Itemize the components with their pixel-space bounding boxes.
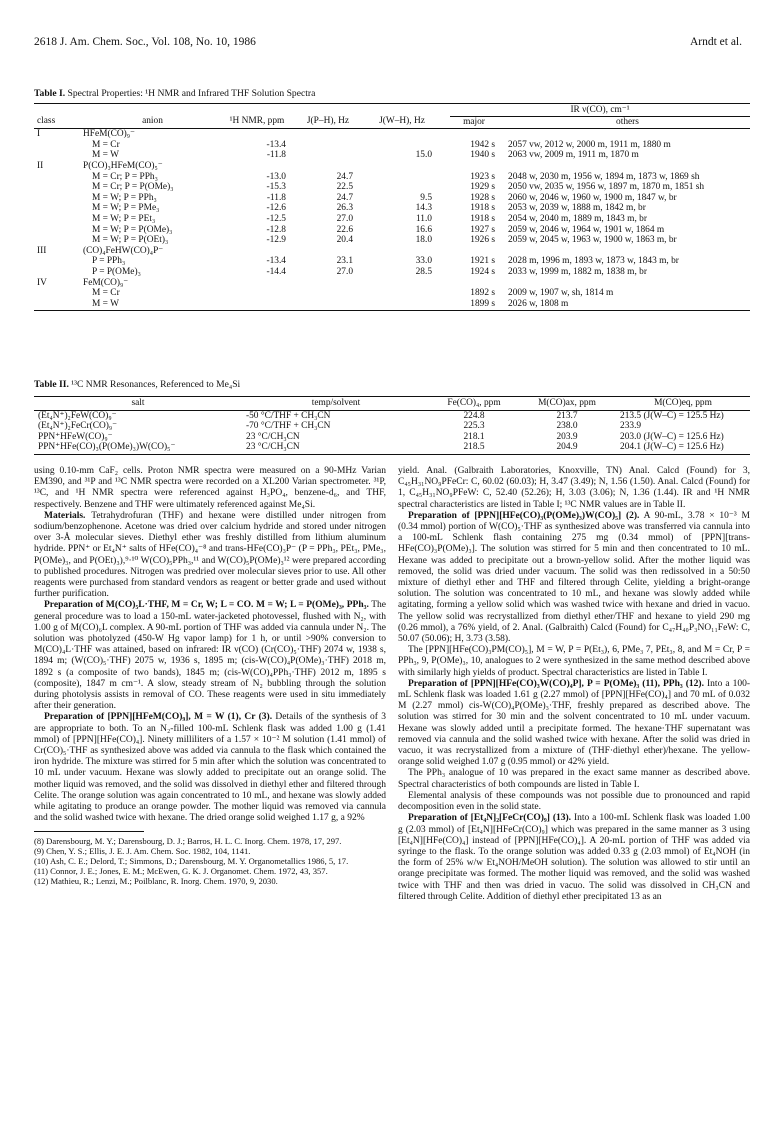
table-row xyxy=(34,161,750,172)
table-cell: 22.5 xyxy=(336,182,353,193)
table-cell: 1940 s xyxy=(470,150,495,161)
table-cell: 218.5 xyxy=(430,442,518,454)
table-cell: HFeM(CO)₉⁻ xyxy=(83,129,135,140)
paragraph: Materials. Tetrahydrofuran (THF) and hexane were distilled under nitrogen from sodium/benzophenone. Acetone was dried over calcium hydride and stored under nitrogen over 3-Å molecular sieves. Diethyl ether was freshly distilled from lithium aluminum hydride. PPN⁺ or Et₄N⁺ salts of HFe(CO)₄⁻⁸ and trans-HFe(CO)₃P⁻ (P = PPh₃, PEt₃, PMe₃, P(OMe)₃, and P(OEt)₃),⁹·¹⁰ W(CO)₅PPh₃,¹¹ and W(CO)₅P(OMe)₃¹² were prepared according to published procedures. Nitrogen was predried over molecular sieves prior to use. All other reagents were purchased from standard vendors as reagent or better grade and used without further purification. xyxy=(34,510,386,600)
table-cell xyxy=(225,129,300,140)
table-cell xyxy=(450,278,505,289)
table1-col-header: J(W–H), Hz xyxy=(369,116,450,129)
paragraph: Preparation of [PPN][HFe(CO)₃W(CO)₄P], P = P(OMe)₃ (11), PPh₃ (12). Into a 100-mL Schlenk flask was loaded 1.61 g (2.27 mmol) of [PPN][HFe(CO)₄] and 70 mL of 0.032 M (2.27 mmol) cis-W(CO)₄P(OMe)₃·THF, freshly prepared as described above. The solution was stirred for 30 min and the solvent concentrated to 10 mL under vacuum. Hexane was slowly added until a precipitate formed. The hexane·THF supernatant was removed via cannula and the solid washed twice with hexane. After the solid was dried in vacuo, it was recrystallized from a mixture of (THF·diethyl ether)/hexane. The yellow-orange solid weighed 1.07 g (0.95 mmol) or 42% yield. xyxy=(398,678,751,768)
table-cell xyxy=(225,161,300,172)
table-row xyxy=(34,203,750,214)
table-cell: -11.8 xyxy=(266,192,286,203)
table-cell xyxy=(505,246,750,257)
table-cell: 24.7 xyxy=(336,171,353,182)
paragraph: Elemental analysis of these compounds was not possible due to pronounced and rapid decomposition even in the solid state. xyxy=(398,790,750,813)
table-cell: 33.0 xyxy=(415,256,432,267)
table-cell: PPN⁺HFe(CO)₃(P(OMe)₃)W(CO)₅⁻ xyxy=(34,442,242,454)
section-heading: Preparation of [PPN][HFe(CO)₃W(CO)₄P], P = P(OMe)₃ (11), PPh₃ (12). xyxy=(408,678,704,689)
table-cell: 204.1 (J(W–C) = 125.6 Hz) xyxy=(616,442,750,454)
table-cell: 1929 s xyxy=(470,182,495,193)
table-row xyxy=(34,267,750,278)
table1-col-header: ¹H NMR, ppm xyxy=(225,116,300,129)
table1-col-header: major xyxy=(450,116,505,129)
table-cell xyxy=(369,246,450,257)
paragraph: using 0.10-mm CaF₂ cells. Proton NMR spectra were measured on a 90-MHz Varian EM390, and ³¹P and ¹³C NMR spectra were recorded on a XL200 Varian spectrometer. ³¹P, ¹³C, and ¹H NMR spectra were referenced against H₃PO₄, benzene-d₆, and THF, respectively. Benzene and THF were ultimately referenced against Me₄Si. xyxy=(34,466,386,510)
table-cell: -12.6 xyxy=(266,203,286,214)
table-row xyxy=(34,193,750,204)
table-cell: M = W xyxy=(92,150,119,161)
table-cell: 1892 s xyxy=(470,288,495,299)
table-cell: 2054 w, 2040 m, 1889 m, 1843 m, br xyxy=(508,213,647,224)
table-row xyxy=(34,432,750,443)
table-cell: 2060 w, 2046 w, 1960 w, 1900 m, 1847 w, br xyxy=(508,192,677,203)
paragraph: The PPh₃ analogue of 10 was prepared in the exact same manner as described above. Spectral characteristics of both compounds are listed in Table I. xyxy=(398,768,750,790)
table2-col-header: M(CO)ax, ppm xyxy=(518,397,616,411)
table-cell: I xyxy=(37,129,41,140)
table-cell: 203.0 (J(W–C) = 125.6 Hz) xyxy=(620,431,724,442)
table-cell: 2050 vw, 2035 w, 1956 w, 1897 m, 1870 m, 1851 sh xyxy=(508,182,705,193)
table-cell xyxy=(34,235,80,246)
table-cell: 22.6 xyxy=(336,224,353,235)
table-cell xyxy=(369,140,450,151)
footnote: (8) Darensbourg, M. Y.; Darensbourg, D. J.; Barros, H. L. C. Inorg. Chem. 1978, 17, 297. xyxy=(34,835,342,846)
table-cell: 233.9 xyxy=(620,421,642,432)
footnote: (9) Chen, Y. S.; Ellis, J. E. J. Am. Chem. Soc. 1982, 104, 1141. xyxy=(34,845,251,856)
table-cell: M = W; P = P(OMe)₃ xyxy=(92,224,173,235)
table2-caption xyxy=(34,379,240,390)
table1-caption xyxy=(34,88,315,99)
table-row xyxy=(34,172,750,183)
paragraph: yield. Anal. (Galbraith Laboratories, Knoxville, TN) Anal. Calcd (Found) for 3, C₄₅H₃₁NO₉PFeCr: C, 60.02 (60.03); H, 3.47 (3.49); N, 1.56 (1.50). Anal. Calcd (Found) for 1, C₄₅H₃₁NO₉PFeW: C, 52.40 (52.26); H, 3.03 (3.06); N, 1.36 (1.44). IR and ¹H NMR spectral characteristics are listed in Table I; ¹³C NMR values are in Table II. xyxy=(398,466,750,510)
table-cell: M = Cr xyxy=(92,139,120,150)
table-cell: 27.0 xyxy=(336,266,353,277)
table-cell xyxy=(300,299,369,311)
table-cell xyxy=(369,161,450,172)
table-cell: -70 °C/THF + CH₃CN xyxy=(246,421,331,432)
table-cell: III xyxy=(37,245,47,256)
table-cell xyxy=(34,140,80,151)
footnote: (12) Mathieu, R.; Lenzi, M.; Poilblanc, R. Inorg. Chem. 1970, 9, 2030. xyxy=(34,875,278,886)
journal-page xyxy=(34,0,750,1128)
page-journal-citation: 2618 J. Am. Chem. Soc., Vol. 108, No. 10, 1986 xyxy=(34,36,256,48)
table-row xyxy=(34,235,750,246)
table-cell: (CO)₄FeHW(CO)₄P⁻ xyxy=(83,245,164,256)
table-row xyxy=(34,140,750,151)
table-cell xyxy=(225,288,300,299)
table-cell: 23 °C/CH₃CN xyxy=(246,431,300,442)
table-cell: 1942 s xyxy=(470,139,495,150)
table-cell: 1899 s xyxy=(450,299,505,311)
table-cell: 18.0 xyxy=(415,235,432,246)
table-cell: 203.9 xyxy=(556,431,578,442)
table-cell: -12.9 xyxy=(266,235,286,246)
table-cell: IV xyxy=(37,277,47,288)
table-cell xyxy=(225,299,300,311)
table-row xyxy=(34,182,750,193)
table-cell xyxy=(505,278,750,289)
table-cell xyxy=(300,140,369,151)
table1-ir-header: IR ν(CO), cm⁻¹ xyxy=(450,104,750,117)
table-cell: 23 °C/CH₃CN xyxy=(242,442,430,454)
table-cell: M = W; P = PPh₃ xyxy=(92,192,157,203)
table-cell xyxy=(34,203,80,214)
table-cell: 2059 w, 2045 w, 1963 w, 1900 w, 1863 m, br xyxy=(508,235,677,246)
table-cell: P = PPh₃ xyxy=(92,256,126,267)
table-cell xyxy=(369,129,450,140)
table-cell xyxy=(369,278,450,289)
table-cell xyxy=(300,161,369,172)
table-row xyxy=(34,299,750,311)
table-cell: 28.5 xyxy=(415,266,432,277)
table2-label: Table II. xyxy=(34,379,69,390)
table-cell: 11.0 xyxy=(415,213,432,224)
table2-title: ¹³C NMR Resonances, Referenced to Me₄Si xyxy=(71,379,241,390)
table1-col-header: anion xyxy=(80,116,225,129)
table-cell: 2057 vw, 2012 w, 2000 m, 1911 m, 1880 m xyxy=(508,139,671,150)
table-cell: II xyxy=(37,160,44,171)
table-cell: PPN⁺HFeW(CO)₉⁻ xyxy=(38,431,113,442)
table-row xyxy=(34,256,750,267)
table-row xyxy=(34,129,750,140)
table-row xyxy=(34,421,750,432)
table-row xyxy=(34,288,750,299)
table-cell xyxy=(34,150,80,161)
table-cell: 1918 s xyxy=(470,213,495,224)
table1-col-header: class xyxy=(34,116,80,129)
table-cell: 218.1 xyxy=(463,431,485,442)
table-cell: 2033 w, 1999 m, 1882 m, 1838 m, br xyxy=(508,266,647,277)
table-cell: 26.3 xyxy=(336,203,353,214)
table-cell: 213.7 xyxy=(556,410,578,421)
table-cell xyxy=(34,288,80,299)
table-cell: (Et₄N⁺)₂FeCr(CO)₉⁻ xyxy=(38,421,118,432)
table-row xyxy=(34,246,750,257)
table-cell xyxy=(300,129,369,140)
section-heading: Preparation of [Et₄N]₂[FeCr(CO)₉] (13). xyxy=(408,813,572,824)
table1-title: Spectral Properties: ¹H NMR and Infrared THF Solution Spectra xyxy=(67,88,316,99)
table-cell: 2063 vw, 2009 m, 1911 m, 1870 m xyxy=(508,150,639,161)
table2 xyxy=(34,396,750,455)
table-cell xyxy=(34,214,80,225)
table-cell xyxy=(225,278,300,289)
table-cell xyxy=(34,267,80,278)
table-cell xyxy=(34,256,80,267)
table-cell: -12.5 xyxy=(266,213,286,224)
table-cell: 1926 s xyxy=(470,235,495,246)
table-row xyxy=(34,225,750,236)
table-cell: 2053 w, 2039 w, 1888 m, 1842 m, br xyxy=(508,203,646,214)
table-cell: -11.8 xyxy=(266,150,286,161)
table-cell: P(CO)₃HFeM(CO)₅⁻ xyxy=(83,160,163,171)
paragraph: Preparation of M(CO)₅L·THF, M = Cr, W; L = CO. M = W; L = P(OMe)₃, PPh₃. The general procedure was to load a 150-mL water-jacketed photovessel, flushed with N₂, with 1.00 g of M(CO)₆L complex. A 90-mL portion of THF was added via cannula under N₂. The solution was photolyzed (450-W Hg vapor lamp) for 1 h, or until >90% conversion to M(CO)₄L·THF was attained, based on infrared: IR ν(CO) (Cr(CO)₅·THF) 2074 w, 1938 s, 1894 m; (W(CO)₅·THF) 2075 w, 1936 s, 1895 m; (cis-W(CO)₄P(OMe)₃·THF) 2018 m, 1892 s (a composite of two bands), 1845 m; (cis-W(CO)₄PPh₃·THF) 2012 m, 1895 s (composite), 1847 m cm⁻¹. A slow, steady stream of N₂ bubbling through the solution during photolysis assists in removal of CO. These reagents were used in situ immediately after their generation. xyxy=(34,600,386,712)
table-row xyxy=(34,278,750,289)
table-row xyxy=(34,442,750,454)
table-cell: M = Cr xyxy=(92,288,120,299)
footnote: (11) Connor, J. E.; Jones, E. M.; McEwen, G. K. J. Organomet. Chem. 1972, 43, 357. xyxy=(34,865,328,876)
table-cell: 15.0 xyxy=(415,150,432,161)
table-cell xyxy=(369,182,450,193)
table-cell: 1927 s xyxy=(470,224,495,235)
table-cell: 2028 m, 1996 m, 1893 w, 1873 w, 1843 m, br xyxy=(508,256,679,267)
table-cell: (Et₄N⁺)₂FeW(CO)₉⁻ xyxy=(38,410,117,421)
table-cell: 213.5 (J(W–C) = 125.5 Hz) xyxy=(620,410,724,421)
paragraph: Preparation of [Et₄N]₂[FeCr(CO)₉] (13). Into a 100-mL Schlenk flask was loaded 1.00 g (2.03 mmol) of [Et₄N][HFeCr(CO)₉] which was prepared in the same manner as 3 using [Et₄N][HFe(CO)₄] instead of [PPN][HFe(CO)₄]. A 20-mL portion of THF was added via syringe to the flask. To the orange solution was added 0.33 g (2.03 mmol) of Et₄NOH (in the form of 25% w/w Et₄NOH/MeOH solution). The solution was allowed to stir until an orange precipitate was formed. The mother liquid was removed, and the solid was washed twice with THF and then was dried in vacuo. The solid was dissolved in CH₃CN and filtered through Celite. Addition of diethyl ether precipitated 13 as an xyxy=(398,813,750,902)
footnotes xyxy=(34,836,386,886)
section-heading: Preparation of [PPN][HFeM(CO)₉], M = W (1), Cr (3). xyxy=(44,712,273,723)
left-text-column xyxy=(34,466,386,886)
table-row xyxy=(34,150,750,161)
table-cell: 1918 s xyxy=(470,203,495,214)
section-heading: Preparation of [PPN][HFe(CO)₃(P(OMe)₃)W(CO)₅] (2). xyxy=(408,510,640,521)
table-cell xyxy=(505,161,750,172)
table-cell xyxy=(34,182,80,193)
paragraph: The [PPN][HFe(CO)₃PM(CO)₅], M = W, P = P(Et₃), 6, PMe₃ 7, PEt₃, 8, and M = Cr, P = PPh₃, 9, P(OMe)₃, 10, analogues to 2 were synthesized in the same method described above with similarly high yields of product. Spectral characteristics are listed in Table I. xyxy=(398,645,750,678)
table-row xyxy=(34,214,750,225)
table-cell xyxy=(369,288,450,299)
table-cell xyxy=(450,129,505,140)
table-cell: M = W; P = P(OEt)₃ xyxy=(92,235,169,246)
table-cell: -15.3 xyxy=(266,182,286,193)
table2-col-header: Fe(CO)₄, ppm xyxy=(430,397,518,411)
table2-col-header: M(CO)eq, ppm xyxy=(616,397,750,411)
paragraph: Preparation of [PPN][HFe(CO)₃(P(OMe)₃)W(CO)₅] (2). A 90-mL, 3.78 × 10⁻³ M (0.34 mmol) portion of W(CO)₅·THF as synthesized above was transferred via cannula into a 100-mL Schlenk flash containing 275 mg (0.34 mmol) of [PPN][trans-HFe(CO)₃P(OMe)₃]. The solution was stirred for 5 min and then concentrated to 10 mL. Hexane was added to precipitate out a brown-yellow solid. After the mother liquid was removed, the solid was dried under vacuum. The solid was then redissolved in a 50:50 mixture of diethyl ether and THF and filtered through Celite, yielding a bright-orange solution. The solution was concentrated to 10 mL, and hexane was slowly added while agitating, forming a yellow solid which was washed twice with hexane and dried in vacuo. The yellow solid was recrystallized from diethyl ether/THF and hexane to yield 290 mg (0.26 mmol), a 76% yield, of 2. Anal. (Galbraith) Calcd (Found) for C₄₇H₄₀P₃NO₁₁FeW: C, 50.07 (50.06); H, 3.73 (3.58). xyxy=(398,510,750,645)
table-cell: 2048 w, 2030 m, 1956 w, 1894 m, 1873 w, 1869 sh xyxy=(508,171,700,182)
table-cell: 238.0 xyxy=(556,421,578,432)
table-cell: 16.6 xyxy=(415,224,432,235)
table-cell: -14.4 xyxy=(266,266,286,277)
table-cell: M = Cr; P = PPh₃ xyxy=(92,171,158,182)
table-cell xyxy=(300,288,369,299)
table-cell xyxy=(505,129,750,140)
table-cell xyxy=(450,161,505,172)
table-cell: 14.3 xyxy=(415,203,432,214)
table-cell: 9.5 xyxy=(420,192,432,203)
table2-col-header: salt xyxy=(34,397,242,411)
table-cell xyxy=(369,172,450,183)
section-heading: Materials. xyxy=(44,510,86,521)
table-cell xyxy=(450,246,505,257)
table-cell: 1924 s xyxy=(470,266,495,277)
table-cell: 1928 s xyxy=(470,192,495,203)
footnote: (10) Ash, C. E.; Delord, T.; Simmons, D.; Darensbourg, M. Y. Organometallics 1986, 5, 17. xyxy=(34,855,349,866)
table-cell: P = P(OMe)₃ xyxy=(92,266,141,277)
table-cell: 1923 s xyxy=(470,171,495,182)
table-cell xyxy=(34,225,80,236)
table-cell: M = W; P = PMe₃ xyxy=(92,203,160,214)
table-cell: 204.9 xyxy=(518,442,616,454)
table-cell: 224.8 xyxy=(463,410,485,421)
table-cell xyxy=(300,278,369,289)
table-cell: -13.4 xyxy=(266,256,286,267)
running-header xyxy=(34,36,750,52)
table-cell xyxy=(369,299,450,311)
table-cell: 2009 w, 1907 w, sh, 1814 m xyxy=(508,288,614,299)
table-cell: 27.0 xyxy=(336,213,353,224)
table-cell xyxy=(34,172,80,183)
footnote-rule xyxy=(34,831,144,832)
table-cell: 23.1 xyxy=(336,256,353,267)
table-cell xyxy=(225,246,300,257)
table-cell xyxy=(300,150,369,161)
table-row xyxy=(34,410,750,421)
section-heading: Preparation of M(CO)₅L·THF, M = Cr, W; L = CO. M = W; L = P(OMe)₃, PPh₃. xyxy=(44,600,369,611)
table-cell: -50 °C/THF + CH₃CN xyxy=(246,410,331,421)
table-cell: FeM(CO)₉⁻ xyxy=(83,277,129,288)
table1-col-header: J(P–H), Hz xyxy=(300,116,369,129)
table-cell xyxy=(300,246,369,257)
paragraph: Preparation of [PPN][HFeM(CO)₉], M = W (1), Cr (3). Details of the synthesis of 3 are appropriate to both. To an N₂-filled 100-mL Schlenk flask was added 1.00 g (1.41 mmol) of [PPN][HFe(CO)₄]. Ninety milliliters of a 1.57 × 10⁻² M solution (1.41 mmol) of Cr(CO)₅·THF as synthesized above was added via cannula to the flask which contained the iron hydride. The mixture was stirred for 5 min after which the solution was concentrated to 10 mL under vacuum. Hexane was slowly added to precipitate out an orange solid. The mother liquid was removed, and the solid was dissolved in diethyl ether and filtered through Celite. The orange solution was again concentrated to 10 mL, and hexane was slowly added while agitating to produce an orange powder. The mother liquid was removed via cannula and the solid washed twice with hexane. The dried orange solid weighed 1.17 g, a 92% xyxy=(34,712,386,824)
table1-label: Table I. xyxy=(34,88,66,99)
table-cell: M = W xyxy=(80,299,225,311)
table-cell: -13.4 xyxy=(266,139,286,150)
table-cell: -13.0 xyxy=(266,171,286,182)
table-cell: 2026 w, 1808 m xyxy=(505,299,750,311)
table-cell: 1921 s xyxy=(470,256,495,267)
table-cell: 225.3 xyxy=(463,421,485,432)
table2-col-header: temp/solvent xyxy=(242,397,430,411)
table-cell xyxy=(34,299,80,311)
table-cell: 24.7 xyxy=(336,192,353,203)
table2-body xyxy=(34,410,750,454)
table-cell: 20.4 xyxy=(336,235,353,246)
table-cell: -12.8 xyxy=(266,224,286,235)
table-cell: 2059 w, 2046 w, 1964 w, 1901 w, 1864 m xyxy=(508,224,665,235)
table1 xyxy=(34,103,750,311)
table-cell: M = Cr; P = P(OMe)₃ xyxy=(92,182,174,193)
table1-body xyxy=(34,129,750,311)
running-authors: Arndt et al. xyxy=(689,36,742,48)
table-cell xyxy=(34,193,80,204)
table-cell: M = W; P = PEt₃ xyxy=(92,213,156,224)
table1-col-header: others xyxy=(505,116,750,129)
right-text-column xyxy=(398,466,750,903)
